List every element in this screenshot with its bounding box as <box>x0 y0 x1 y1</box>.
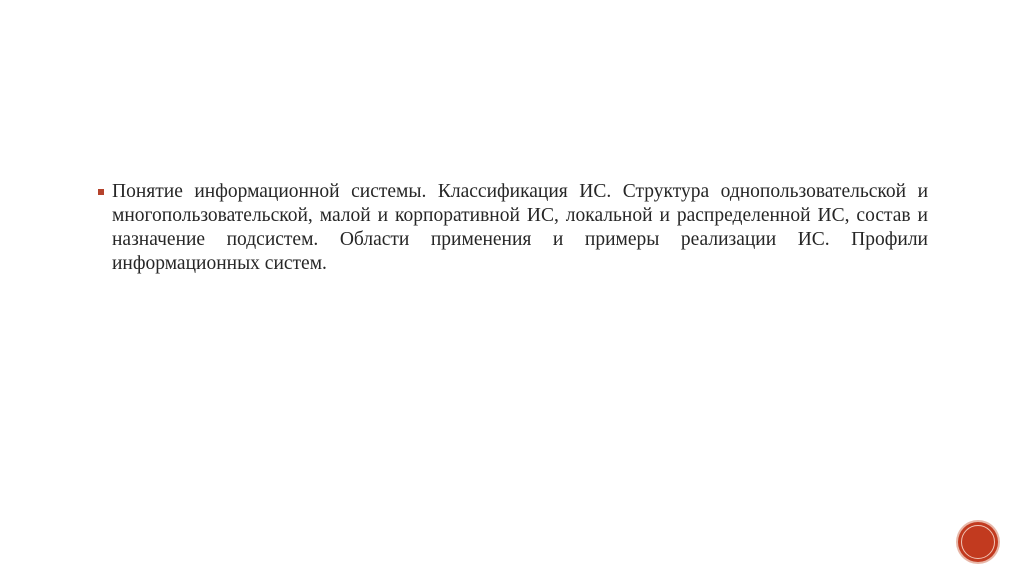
slide-number-badge <box>958 522 998 562</box>
bullet-item <box>98 180 928 276</box>
square-bullet-icon <box>98 189 104 195</box>
badge-inner-ring <box>961 525 995 559</box>
bullet-text: Понятие информационной системы. Классификация ИС. Структура однопользовательской и многопользовательской, малой и корпоративной ИС, локальной и распределенной ИС, состав и назначение подсистем. Области применения и примеры реализации ИС. Профили информационных систем. <box>112 181 928 274</box>
